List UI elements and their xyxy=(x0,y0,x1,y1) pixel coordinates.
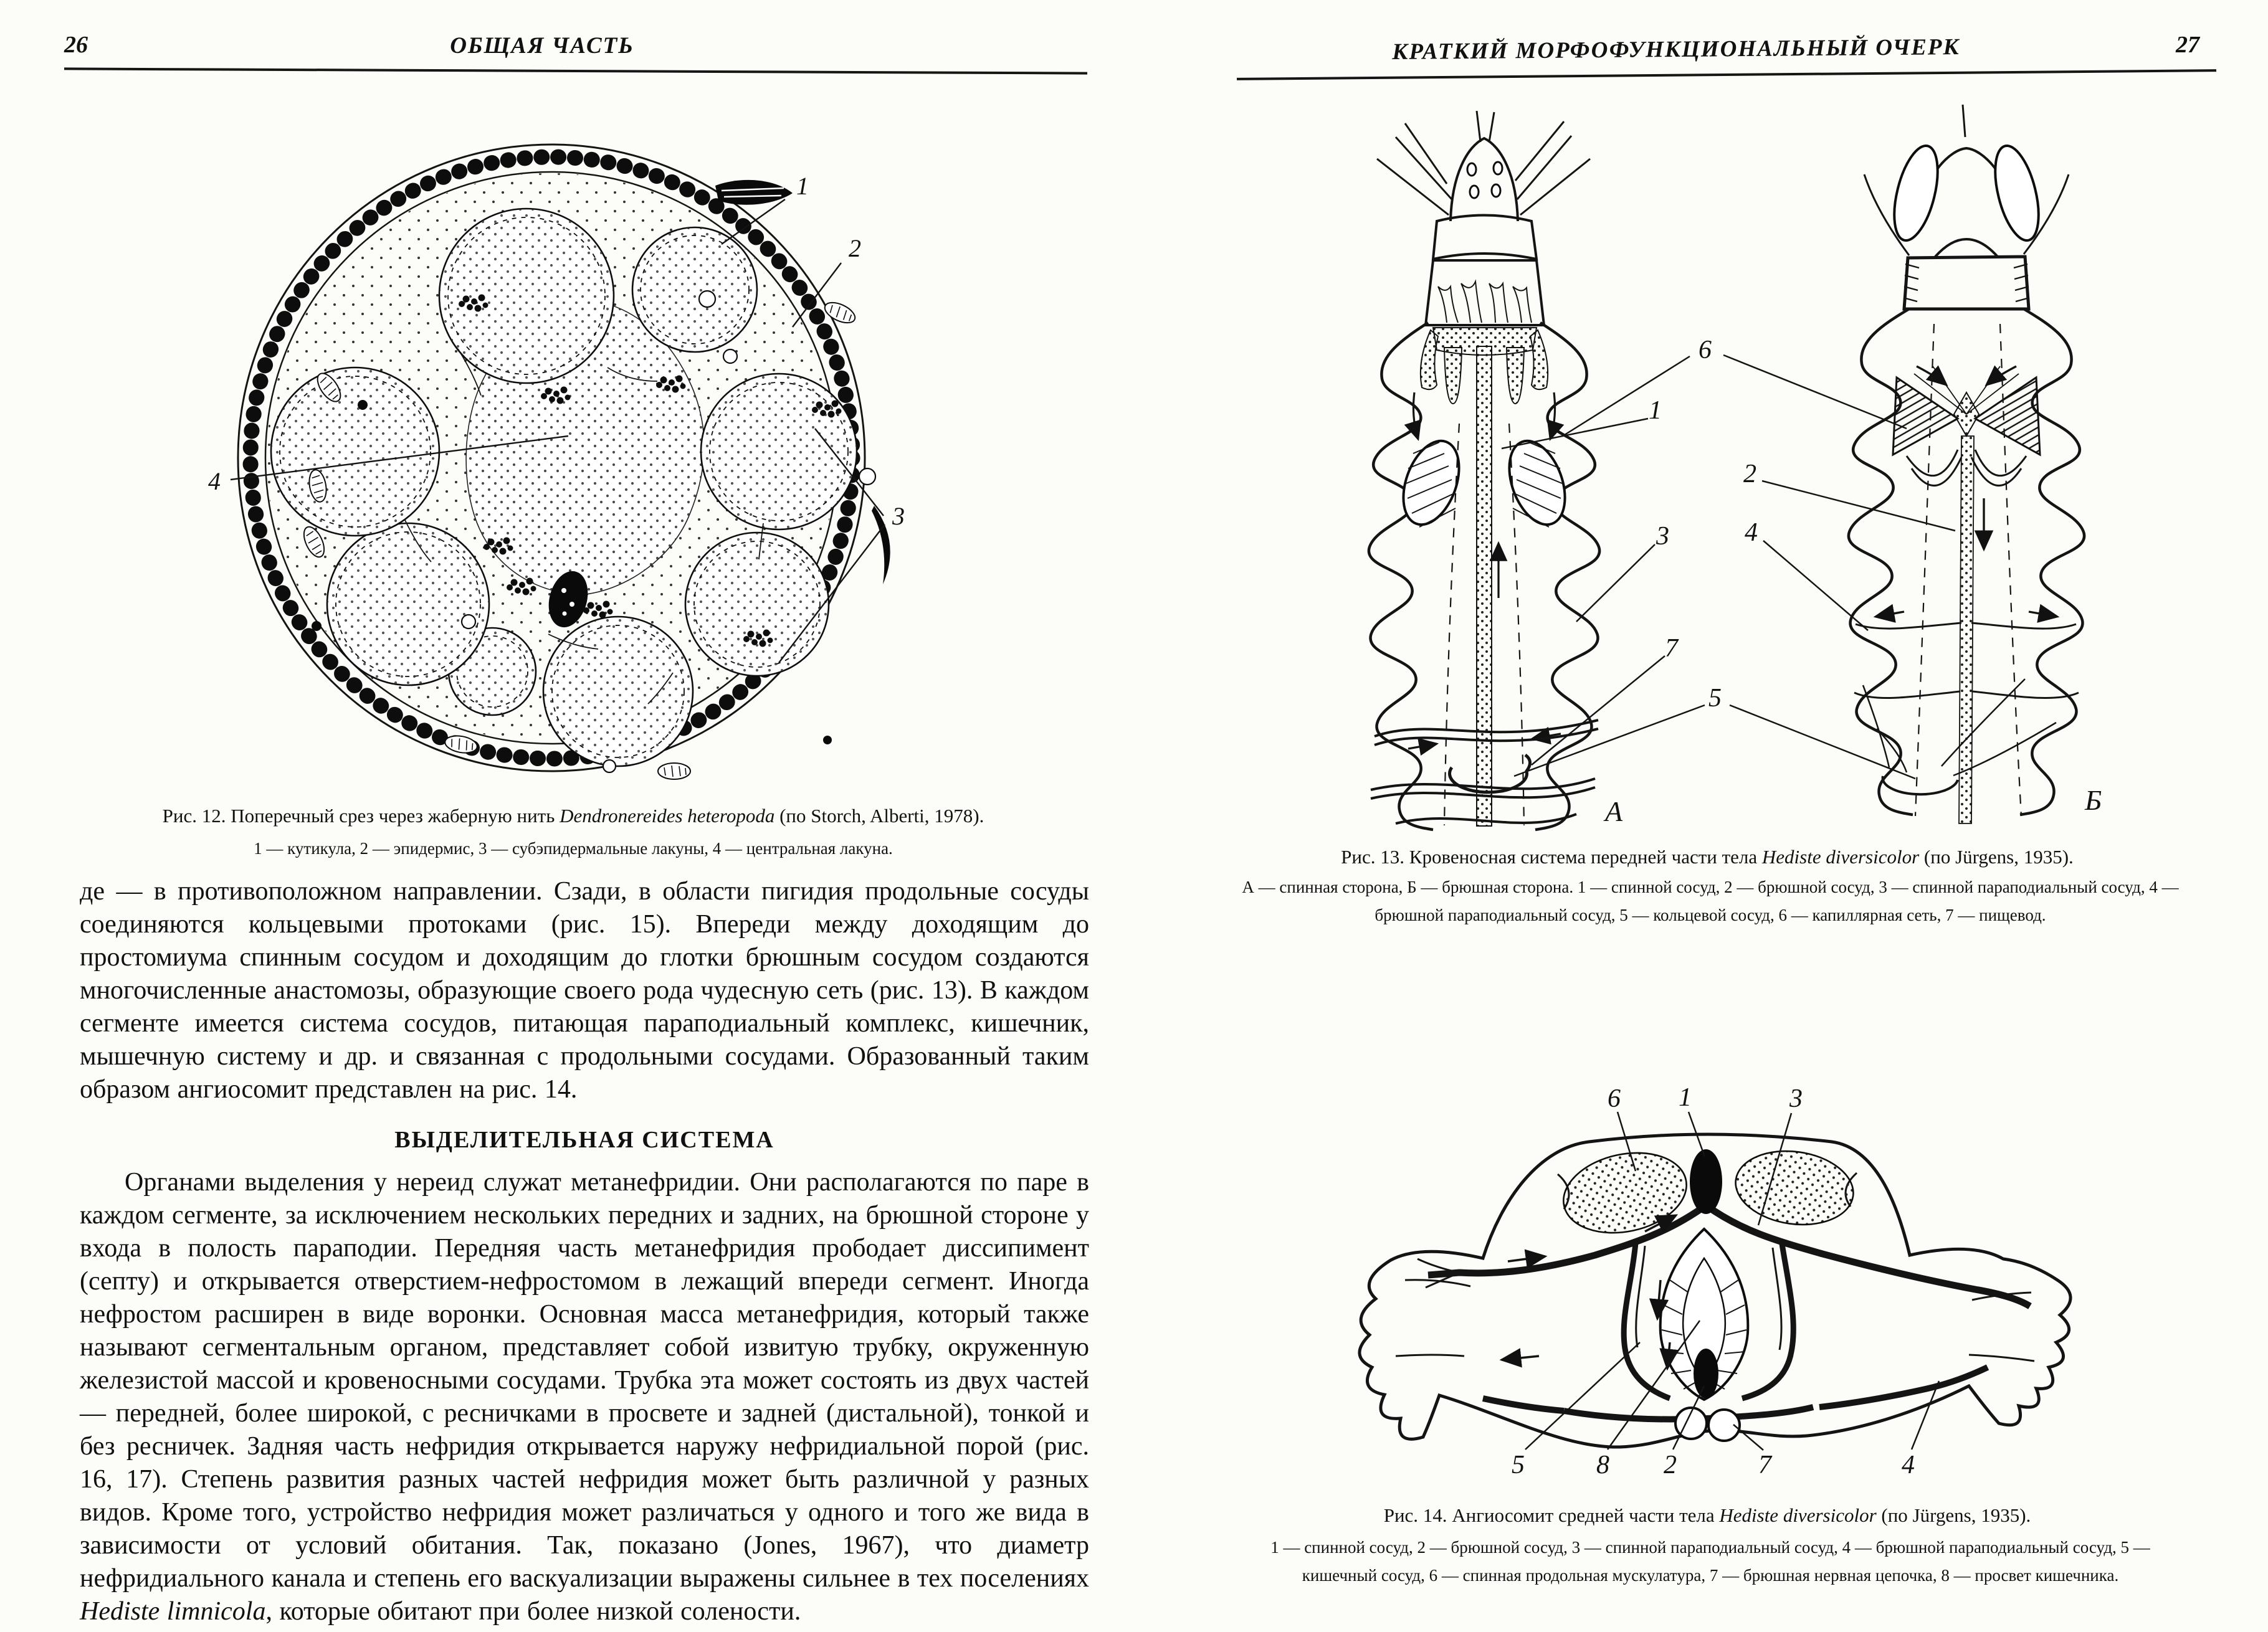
fig12-callout-4: 4 xyxy=(208,467,221,495)
fig12-caption-source: (по Storch, Alberti, 1978). xyxy=(774,805,984,827)
fig13-callout-4: 4 xyxy=(1745,518,1758,547)
fig14-callout-5: 5 xyxy=(1512,1451,1525,1479)
body-paragraph-2-species: Hediste limnicola xyxy=(80,1597,266,1626)
peristomium-band-2 xyxy=(1426,260,1544,325)
worm-a-dorsal xyxy=(1369,111,1599,830)
body-paragraph-2-text: Органами выделения у нереид служат метанефридии. Они располагаются по паре в каждом сегменте, за исключением нескольких передних и задних, на брюшной стороне у входа в полость параподии. Передняя часть метанефридия прободает диссипимент (септу) и открывается отверстием-нефростомом в лежащий впереди сегмент. Иногда нефростом расширен в виде воронки. Основная масса метанефридия, который также называют сегментальным органом, представляет собой извитую трубку, окруженную железистой массой и кровеносными сосудами. Трубка эта может состоять из двух частей — передней, более широкой, с ресничками в просвете и задней (дистальной), тонкой и без ресничек. Задняя часть нефридия открывается наружу нефридиальной порой (рис. 16, 17). Степень развития разных частей нефридия может быть различной у разных видов. Кроме того, устройство нефридия может различаться у одного и того же вида в зависимости от условий обитания. Так, показано (Jones, 1967), что диаметр нефридиального канала и степень его васкуализации выражены сильнее в тех поселениях xyxy=(80,1168,1090,1593)
fig13-callout-2: 2 xyxy=(1743,460,1756,488)
fig13-label-b: Б xyxy=(2085,784,2102,816)
fig14-caption xyxy=(1221,1504,2193,1527)
page-number-left: 26 xyxy=(64,32,88,58)
fig14-caption-text: Рис. 14. Ангиосомит средней части тела xyxy=(1383,1504,1720,1526)
fig12-caption-species: Dendronereides heteropoda xyxy=(560,805,775,827)
fig14-callout-6: 6 xyxy=(1608,1084,1621,1113)
peristomium-band-1 xyxy=(1433,216,1537,260)
fig12-callout-3: 3 xyxy=(892,502,905,530)
body-paragraph-2 xyxy=(80,1166,1089,1628)
header-rule-left xyxy=(64,67,1087,74)
ventral-vessel xyxy=(1959,436,1974,823)
worm-a-outline-left xyxy=(1369,323,1433,830)
fig14-callout-2: 2 xyxy=(1664,1451,1677,1479)
fig13-caption-text: Рис. 13. Кровеносная система передней части тела xyxy=(1341,846,1762,868)
fig12-caption-text: Рис. 12. Поперечный срез через жаберную нить xyxy=(162,805,560,827)
fig13-callout-1: 1 xyxy=(1649,396,1662,425)
fig12-legend: 1 — кутикула, 2 — эпидермис, 3 — субэпидермальные лакуны, 4 — центральная лакуна. xyxy=(254,839,893,858)
fig14-callout-1: 1 xyxy=(1679,1083,1692,1112)
fig12-caption xyxy=(93,805,1053,827)
fig14-callout-7: 7 xyxy=(1758,1451,1771,1479)
eyes xyxy=(1467,162,1502,198)
fig13-caption-source: (по Jürgens, 1935). xyxy=(1919,846,2074,868)
body-paragraph-2-end: , которые обитают при более низкой солености. xyxy=(265,1597,801,1626)
anastomosis-net xyxy=(1438,282,1532,323)
ring-vessel-b xyxy=(1883,776,1958,794)
fig13-callout-7: 7 xyxy=(1665,634,1678,663)
fig13-label-a: А xyxy=(1605,795,1623,827)
fig13-caption-species: Hediste diversicolor xyxy=(1761,846,1920,868)
dorsal-vessel-and-pharynx xyxy=(1421,328,1548,826)
running-header-left: ОБЩАЯ ЧАСТЬ xyxy=(450,33,634,59)
fig14-legend: 1 — спинной сосуд, 2 — брюшной сосуд, 3 — спинной параподиальный сосуд, 4 — брюшной параподиальный сосуд, 5 — кишечный сосуд, 6 — спинная продольная мускулатура, 7 — брюшная нервная цепочка, 8 — просвет кишечника. xyxy=(1270,1538,2150,1585)
header-rule-right xyxy=(1237,69,2216,80)
fig13-callout-3: 3 xyxy=(1656,522,1669,551)
section-heading: ВЫДЕЛИТЕЛЬНАЯ СИСТЕМА xyxy=(394,1127,774,1153)
fig14-callout-3: 3 xyxy=(1789,1084,1803,1113)
figure-13-blood-system xyxy=(1284,100,2218,841)
peristomium-hatching xyxy=(1904,264,2029,301)
fig13-callout-5: 5 xyxy=(1708,684,1722,713)
prostomium xyxy=(1451,138,1518,221)
fig13-callout-6: 6 xyxy=(1699,336,1712,364)
running-header-right: КРАТКИЙ МОРФОФУНКЦИОНАЛЬНЫЙ ОЧЕРК xyxy=(1392,34,1960,65)
ventral-vessel-black xyxy=(1694,1349,1718,1398)
fig12-callout-2: 2 xyxy=(849,234,861,262)
fig14-caption-species: Hediste diversicolor xyxy=(1719,1504,1877,1526)
worm-b-ventral xyxy=(1849,105,2084,823)
fig14-callout-4: 4 xyxy=(1902,1451,1915,1479)
figure-14-angiosomite xyxy=(1296,1075,2206,1489)
fig14-callout-8: 8 xyxy=(1596,1451,1609,1479)
dorsal-vessel-black xyxy=(1690,1149,1722,1214)
page-number-right: 27 xyxy=(2176,32,2199,58)
body-paragraph-1: де — в противоположном направлении. Сзади, в области пигидия продольные сосуды соединяются кольцевыми протоками (рис. 15). Впереди между доходящим до простомиума спинным сосудом и доходящим до глотки брюшным сосудом создаются многочисленные анастомозы, образующие своего рода чудесную сеть (рис. 13). В каждом сегменте имеется система сосудов, питающая параподиальный комплекс, кишечник, мышечную систему и др. и связанная с продольными сосудами. Образованный таким образом ангиосомит представлен на рис. 14. xyxy=(80,877,1089,1104)
figure-12-gill-cross-section xyxy=(199,112,916,813)
peristomium-b xyxy=(1904,257,2029,309)
fig14-caption-source: (по Jürgens, 1935). xyxy=(1876,1504,2031,1526)
fig12-callout-1: 1 xyxy=(796,172,809,200)
fig13-caption xyxy=(1221,846,2193,868)
palps xyxy=(1886,141,2047,245)
fig13-legend: А — спинная сторона, Б — брюшная сторона. 1 — спинной сосуд, 2 — брюшной сосуд, 3 — спинной параподиальный сосуд, 4 — брюшной параподиальный сосуд, 5 — кольцевой сосуд, 6 — капиллярная сеть, 7 — пищевод. xyxy=(1242,878,2179,924)
